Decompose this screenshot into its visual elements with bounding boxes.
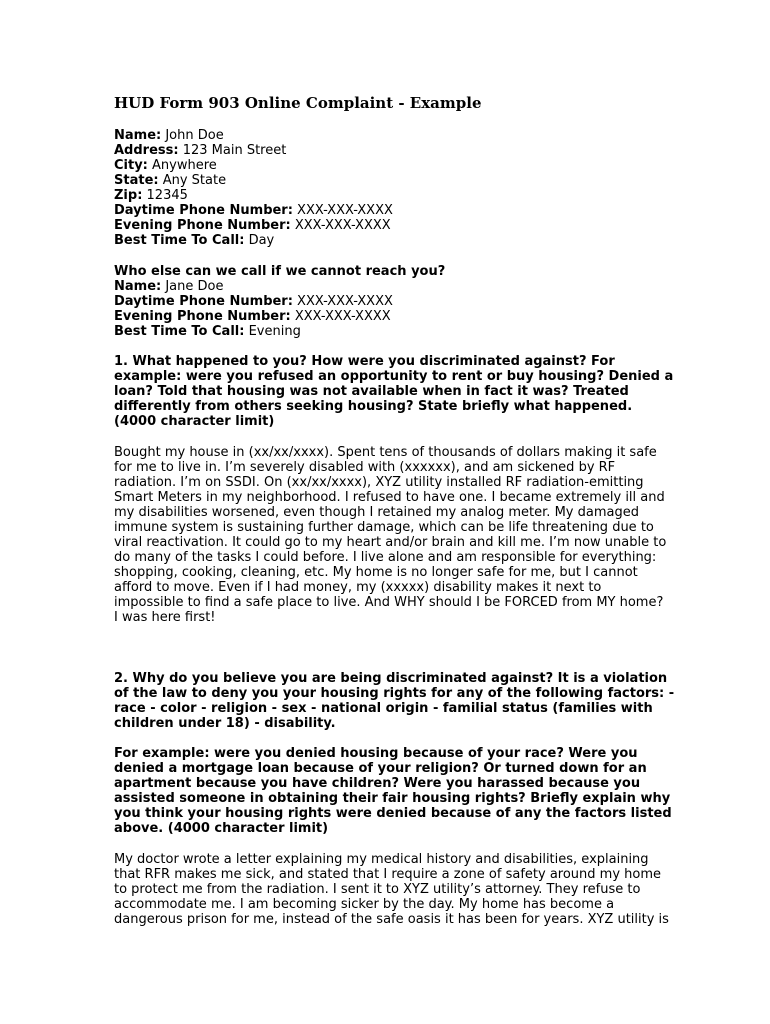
question-line: example: were you refused an opportunity to rent or buy housing? Denied a — [114, 369, 674, 384]
field-label: Best Time To Call: — [114, 324, 245, 339]
field-value: Day — [244, 233, 275, 248]
answer-line: do many of the tasks I could before. I live alone and am responsible for everything: — [114, 550, 657, 565]
question-line: denied a mortgage loan because of your religion? Or turned down for an — [114, 761, 647, 776]
answer-line: afford to move. Even if I had money, my (xxxxx) disability makes it next to — [114, 580, 602, 595]
field-value: Evening — [244, 324, 301, 339]
question-line: you think your housing rights were denied because of any the factors listed — [114, 806, 672, 821]
answer-1 — [114, 445, 674, 625]
best-time-field — [114, 233, 674, 248]
field-value: XXX-XXX-XXXX — [292, 203, 393, 218]
complainant-info — [114, 128, 674, 248]
answer-line: immune system is sustaining further damage, which can be life threatening due to — [114, 520, 654, 535]
answer-2 — [114, 852, 674, 927]
state-field — [114, 173, 674, 188]
question-line: children under 18) - disability. — [114, 716, 336, 731]
field-label: State: — [114, 173, 159, 188]
answer-line: that RFR makes me sick, and stated that I require a zone of safety around my home — [114, 867, 662, 882]
document-title: HUD Form 903 Online Complaint - Example — [114, 94, 482, 112]
question-line: 1. What happened to you? How were you discriminated against? For — [114, 354, 615, 369]
alt-evening-phone-field — [114, 309, 674, 324]
question-1 — [114, 354, 674, 429]
question-line: apartment because you have children? Were you harassed because you — [114, 776, 641, 791]
alt-daytime-phone-field — [114, 294, 674, 309]
alternate-contact — [114, 264, 674, 339]
daytime-phone-field — [114, 203, 674, 218]
question-2-example — [114, 746, 674, 836]
answer-line: to protect me from the radiation. I sent it to XYZ utility’s attorney. They refuse to — [114, 882, 641, 897]
field-label: Name: — [114, 128, 162, 143]
question-line: race - color - religion - sex - national origin - familial status (families with — [114, 701, 653, 716]
question-line: differently from others seeking housing? State briefly what happened. — [114, 399, 633, 414]
city-field — [114, 158, 674, 173]
field-value: Jane Doe — [161, 279, 224, 294]
field-label: City: — [114, 158, 148, 173]
field-label: Zip: — [114, 188, 143, 203]
question-line: For example: were you denied housing because of your race? Were you — [114, 746, 638, 761]
field-label: Daytime Phone Number: — [114, 294, 293, 309]
field-value: Anywhere — [147, 158, 217, 173]
answer-line: Bought my house in (xx/xx/xxxx). Spent tens of thousands of dollars making it safe — [114, 445, 657, 460]
field-value: XXX-XXX-XXXX — [290, 309, 391, 324]
question-line: 2. Why do you believe you are being discriminated against? It is a violation — [114, 671, 668, 686]
address-field — [114, 143, 674, 158]
field-value: XXX-XXX-XXXX — [292, 294, 393, 309]
field-label: Evening Phone Number: — [114, 218, 291, 233]
evening-phone-field — [114, 218, 674, 233]
answer-line: viral reactivation. It could go to my heart and/or brain and kill me. I’m now unable to — [114, 535, 667, 550]
answer-line: dangerous prison for me, instead of the safe oasis it has been for years. XYZ utility is — [114, 912, 669, 927]
answer-line: I was here first! — [114, 610, 216, 625]
alt-name-field — [114, 279, 674, 294]
answer-line: accommodate me. I am becoming sicker by the day. My home has become a — [114, 897, 615, 912]
alt-best-time-field — [114, 324, 674, 339]
answer-line: for me to live in. I’m severely disabled with (xxxxxx), and am sickened by RF — [114, 460, 616, 475]
answer-line: My doctor wrote a letter explaining my medical history and disabilities, explaining — [114, 852, 649, 867]
answer-line: Smart Meters in my neighborhood. I refused to have one. I became extremely ill and — [114, 490, 665, 505]
zip-field — [114, 188, 674, 203]
field-label: Name: — [114, 279, 162, 294]
field-value: John Doe — [161, 128, 224, 143]
answer-line: impossible to find a safe place to live. And WHY should I be FORCED from MY home? — [114, 595, 664, 610]
field-label: Evening Phone Number: — [114, 309, 291, 324]
name-field — [114, 128, 674, 143]
field-label: Address: — [114, 143, 179, 158]
question-line: (4000 character limit) — [114, 414, 275, 429]
field-value: XXX-XXX-XXXX — [290, 218, 391, 233]
question-line: above. (4000 character limit) — [114, 821, 329, 836]
field-value: 12345 — [142, 188, 188, 203]
field-label: Best Time To Call: — [114, 233, 245, 248]
question-line: loan? Told that housing was not available when in fact it was? Treated — [114, 384, 629, 399]
question-line: of the law to deny you your housing rights for any of the following factors: - — [114, 686, 675, 701]
field-value: 123 Main Street — [178, 143, 287, 158]
field-value: Any State — [158, 173, 227, 188]
field-label: Daytime Phone Number: — [114, 203, 293, 218]
answer-line: my disabilities worsened, even though I retained my analog meter. My damaged — [114, 505, 639, 520]
question-2 — [114, 671, 674, 731]
question-line: assisted someone in obtaining their fair housing rights? Briefly explain why — [114, 791, 671, 806]
answer-line: shopping, cooking, cleaning, etc. My home is no longer safe for me, but I cannot — [114, 565, 638, 580]
answer-line: radiation. I’m on SSDI. On (xx/xx/xxxx), XYZ utility installed RF radiation-emitting — [114, 475, 644, 490]
alternate-contact-heading: Who else can we call if we cannot reach you? — [114, 264, 446, 279]
